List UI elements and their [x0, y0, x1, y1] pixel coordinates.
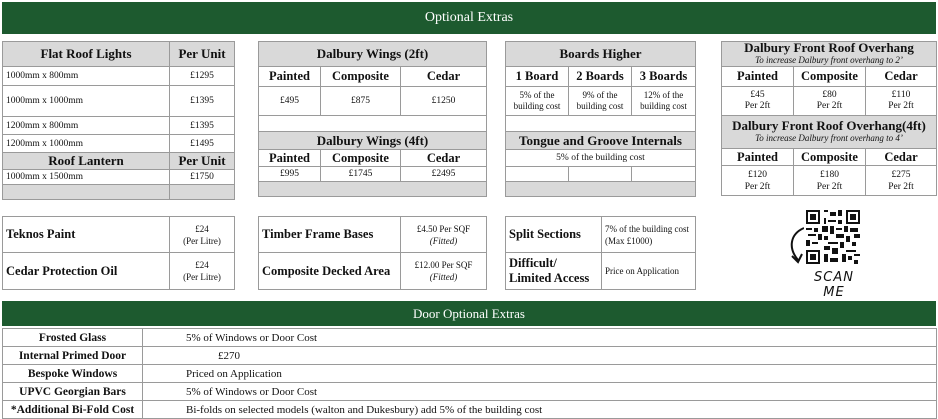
- price: £80: [822, 90, 837, 100]
- boards-higher-table: [505, 41, 696, 197]
- price: £24: [195, 260, 209, 270]
- price-cell: [722, 87, 794, 116]
- oil-price: [170, 253, 235, 290]
- col-1-board: 1 Board: [506, 67, 569, 87]
- price-cell: £875: [321, 87, 401, 116]
- blank-cell: [259, 116, 487, 132]
- tongue-groove-value: 5% of the building cost: [506, 150, 696, 167]
- price-cell: [722, 166, 794, 196]
- price-cell: [866, 87, 937, 116]
- per-unit-header: Per Unit: [170, 153, 235, 170]
- price: £12.00 Per SQF: [414, 260, 473, 270]
- price: £120: [748, 169, 767, 180]
- wings-4ft-title: Dalbury Wings (4ft): [259, 132, 487, 150]
- col-cedar: Cedar: [401, 150, 487, 167]
- col-painted: Painted: [722, 149, 794, 166]
- price-cell: £1495: [170, 135, 235, 153]
- overhang-4ft-title: Dalbury Front Roof Overhang(4ft): [732, 118, 926, 133]
- blank-cell: [632, 167, 696, 182]
- blank-cell: [569, 167, 632, 182]
- price-cell: £2495: [401, 167, 487, 182]
- blank-cell: [506, 167, 569, 182]
- door-option-value: Bi-folds on selected models (walton and Dukesbury) add 5% of the building cost: [143, 401, 937, 419]
- price-cell: £995: [259, 167, 321, 182]
- door-option-value: 5% of Windows or Door Cost: [143, 329, 937, 347]
- price: £180: [820, 169, 839, 180]
- overhang-4ft-subtitle: To increase Dalbury front overhang to 4’: [755, 133, 903, 143]
- price: £275: [891, 169, 911, 180]
- unit: Per 2ft: [744, 101, 771, 111]
- boards-higher-title: Boards Higher: [506, 42, 696, 67]
- col-composite: Composite: [794, 67, 866, 87]
- blank-cell: [3, 185, 170, 200]
- unit: Per 2ft: [816, 101, 843, 111]
- front-overhang-table: [721, 41, 937, 196]
- oil-label: Cedar Protection Oil: [3, 253, 170, 290]
- split-sections-label: Split Sections: [506, 217, 602, 253]
- blank-cell: [259, 182, 487, 197]
- unit: (Per Litre): [183, 235, 221, 246]
- col-painted: Painted: [259, 150, 321, 167]
- door-option-label: *Additional Bi-Fold Cost: [3, 401, 143, 419]
- limited-access-label: Difficult/ Limited Access: [506, 253, 602, 290]
- blank-cell: [170, 185, 235, 200]
- bases-table: [258, 216, 487, 290]
- price-cell: £1295: [170, 67, 235, 86]
- timber-base-label: Timber Frame Bases: [259, 217, 401, 253]
- qr-code-icon: [804, 208, 862, 266]
- blank-cell: [506, 182, 696, 197]
- door-extras-banner: Door Optional Extras: [2, 301, 936, 326]
- overhang-2ft-subtitle: To increase Dalbury front overhang to 2’: [755, 55, 903, 65]
- overhang-2ft-title: Dalbury Front Roof Overhang: [744, 41, 914, 55]
- size-cell: 1200mm x 800mm: [3, 117, 170, 135]
- price: £45: [750, 90, 765, 100]
- price-cell: £1250: [401, 87, 487, 116]
- decked-area-price: [401, 253, 487, 290]
- col-painted: Painted: [722, 67, 794, 87]
- unit: (Fitted): [429, 235, 458, 246]
- roof-lantern-header: Roof Lantern: [3, 153, 170, 170]
- col-3-boards: 3 Boards: [632, 67, 696, 87]
- size-cell: 1000mm x 800mm: [3, 67, 170, 86]
- price: £110: [891, 90, 911, 100]
- col-cedar: Cedar: [401, 67, 487, 87]
- door-option-value: 5% of Windows or Door Cost: [143, 383, 937, 401]
- unit: Per 2ft: [744, 181, 771, 192]
- col-painted: Painted: [259, 67, 321, 87]
- overhang-2ft-header: [722, 42, 937, 67]
- split-sections-value: 7% of the building cost (Max £1000): [602, 217, 696, 253]
- door-option-label: Internal Primed Door: [3, 347, 143, 365]
- price-cell: £1395: [170, 117, 235, 135]
- col-2-boards: 2 Boards: [569, 67, 632, 87]
- col-composite: Composite: [321, 150, 401, 167]
- door-extras-table: [2, 328, 937, 419]
- col-composite: Composite: [321, 67, 401, 87]
- door-option-label: Bespoke Windows: [3, 365, 143, 383]
- price-cell: £1750: [170, 170, 235, 185]
- col-cedar: Cedar: [866, 67, 937, 87]
- value-cell: 9% of the building cost: [569, 87, 632, 116]
- limited-access-value: Price on Application: [602, 253, 696, 290]
- qr-code-block[interactable]: [786, 204, 876, 300]
- blank-cell: [506, 116, 696, 132]
- sections-table: [505, 216, 696, 290]
- value-cell: 12% of the building cost: [632, 87, 696, 116]
- unit: Per 2ft: [888, 101, 914, 111]
- price: £24: [195, 223, 209, 234]
- flat-roof-header: Flat Roof Lights: [3, 42, 170, 67]
- col-composite: Composite: [794, 149, 866, 166]
- unit: Per 2ft: [816, 181, 843, 192]
- paint-oil-table: [2, 216, 235, 290]
- paint-price: [170, 217, 235, 253]
- size-cell: 1000mm x 1000mm: [3, 86, 170, 117]
- price-cell: £495: [259, 87, 321, 116]
- door-option-label: Frosted Glass: [3, 329, 143, 347]
- price-cell: [794, 87, 866, 116]
- price-cell: £1395: [170, 86, 235, 117]
- timber-base-price: [401, 217, 487, 253]
- optional-extras-banner: Optional Extras: [2, 2, 936, 34]
- paint-label: Teknos Paint: [3, 217, 170, 253]
- door-option-value: £270: [143, 347, 937, 365]
- size-cell: 1200mm x 1000mm: [3, 135, 170, 153]
- unit: (Per Litre): [183, 272, 221, 282]
- door-option-value: Priced on Application: [143, 365, 937, 383]
- flat-roof-lights-table: [2, 41, 235, 200]
- overhang-4ft-header: [722, 116, 937, 149]
- door-option-label: UPVC Georgian Bars: [3, 383, 143, 401]
- per-unit-header: Per Unit: [170, 42, 235, 67]
- size-cell: 1000mm x 1500mm: [3, 170, 170, 185]
- wings-2ft-title: Dalbury Wings (2ft): [259, 42, 487, 67]
- value-cell: 5% of the building cost: [506, 87, 569, 116]
- dalbury-wings-table: [258, 41, 487, 197]
- price-cell: £1745: [321, 167, 401, 182]
- price: £4.50 Per SQF: [416, 223, 471, 234]
- unit: (Fitted): [429, 272, 458, 282]
- col-cedar: Cedar: [866, 149, 937, 166]
- scan-me-label: SCAN ME: [814, 270, 854, 300]
- unit: Per 2ft: [888, 181, 914, 192]
- tongue-groove-title: Tongue and Groove Internals: [506, 132, 696, 150]
- price-cell: [794, 166, 866, 196]
- decked-area-label: Composite Decked Area: [259, 253, 401, 290]
- price-cell: [866, 166, 937, 196]
